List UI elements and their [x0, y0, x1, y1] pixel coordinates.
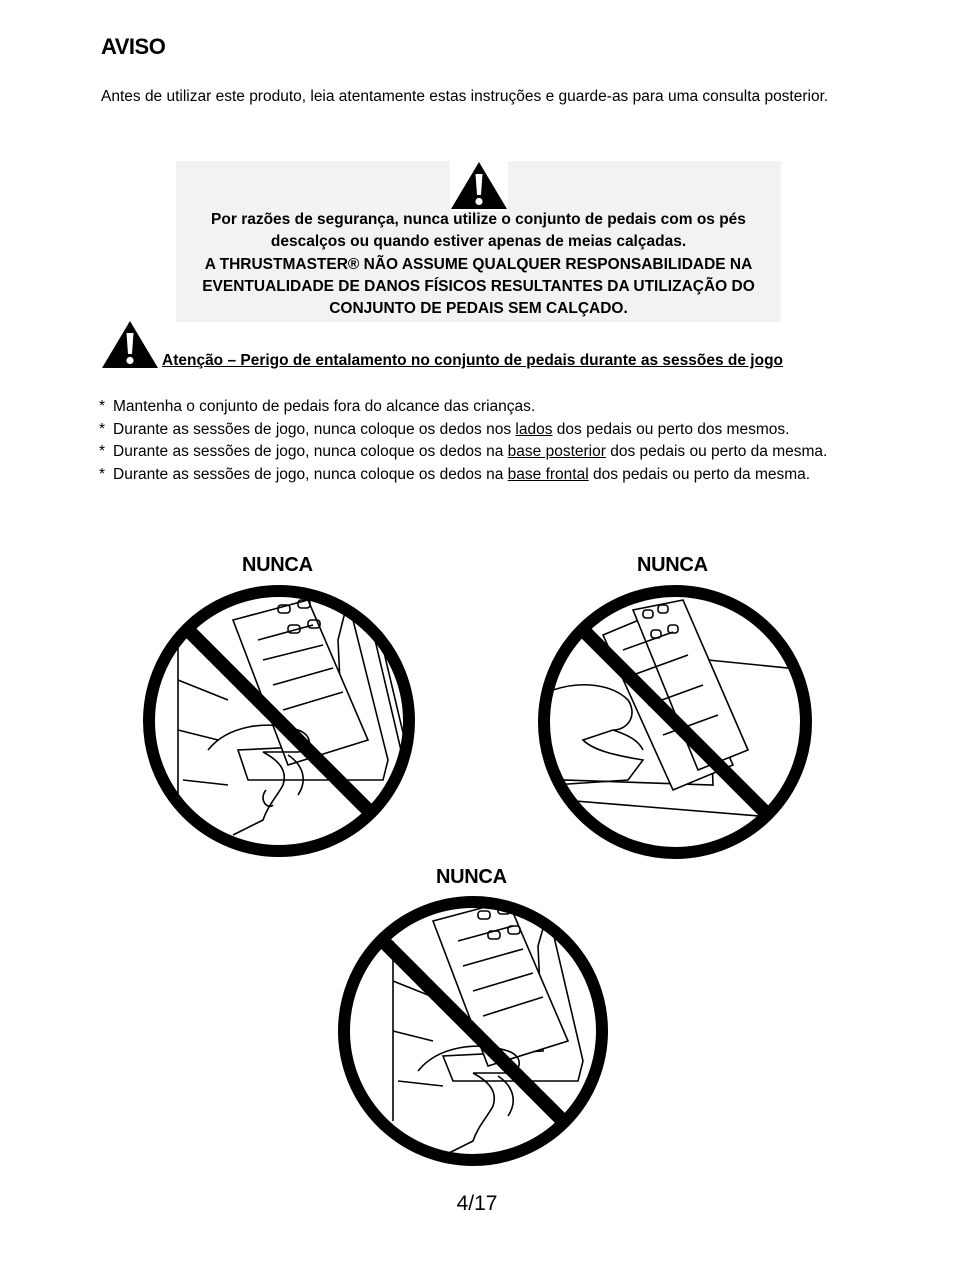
attention-notice: [101, 320, 861, 372]
warning-line-5: CONJUNTO DE PEDAIS SEM CALÇADO.: [329, 300, 628, 318]
safety-warning-box: [176, 161, 781, 322]
list-item: * Durante as sessões de jogo, nunca coloque os dedos na base frontal dos pedais ou perto da mesma.: [99, 465, 811, 483]
list-item: * Mantenha o conjunto de pedais fora do alcance das crianças.: [99, 398, 536, 415]
warning-line-4: EVENTUALIDADE DE DANOS FÍSICOS RESULTANTES DA UTILIZAÇÃO DO: [202, 277, 755, 295]
warning-triangle-icon: [450, 161, 508, 211]
underlined-term: base frontal: [507, 465, 589, 483]
underlined-term: lados: [515, 420, 553, 438]
page-number: 4/17: [456, 1192, 498, 1215]
list-item: * Durante as sessões de jogo, nunca coloque os dedos nos lados dos pedais ou perto dos mesmos.: [99, 420, 790, 438]
no-hand-near-pedals-icon: [138, 580, 420, 867]
page-title: AVISO: [101, 34, 166, 59]
no-hand-near-pedals-icon: [533, 580, 817, 869]
intro-paragraph: Antes de utilizar este produto, leia atentamente estas instruções e guarde-as para uma consulta posterior.: [101, 88, 829, 105]
no-hand-near-pedals-icon: [333, 891, 613, 1176]
warning-line-1: Por razões de segurança, nunca utilize o conjunto de pedais com os pés: [211, 211, 746, 228]
illustration-label: NUNCA: [637, 554, 708, 576]
warning-line-2: descalços ou quando estiver apenas de meias calçadas.: [270, 233, 687, 251]
safety-bullet-list: [99, 396, 837, 486]
illustration-label: NUNCA: [436, 866, 507, 888]
illustration-label: NUNCA: [242, 554, 313, 576]
list-item: * Durante as sessões de jogo, nunca coloque os dedos na base posterior dos pedais ou perto da mesma.: [99, 443, 828, 460]
underlined-term: base posterior: [507, 443, 606, 460]
warning-line-3: A THRUSTMASTER® NÃO ASSUME QUALQUER RESPONSABILIDADE NA: [204, 255, 753, 273]
warning-triangle-icon: [101, 320, 159, 370]
attention-text: Atenção – Perigo de entalamento no conjunto de pedais durante as sessões de jogo: [162, 352, 783, 369]
